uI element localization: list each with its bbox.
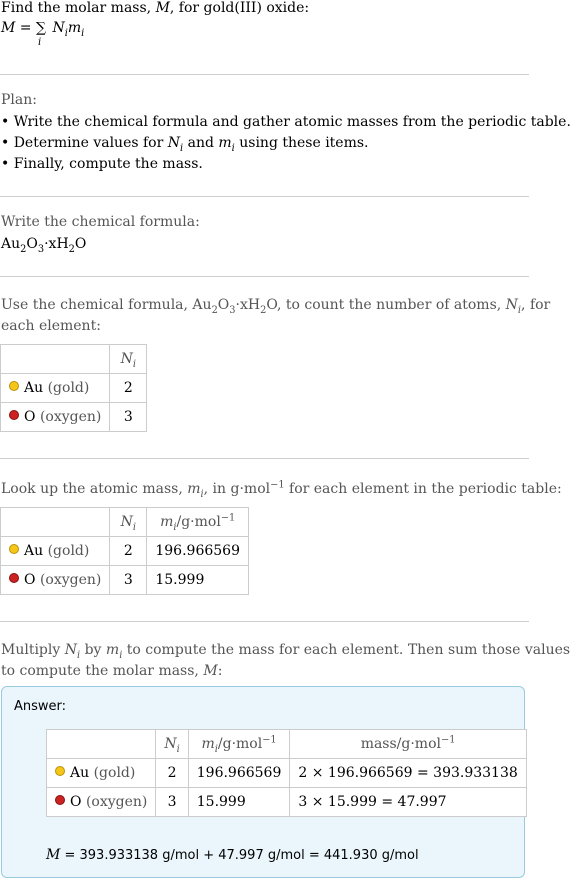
element-color-dot <box>55 766 65 776</box>
element-color-dot <box>9 381 19 391</box>
atomic-mass-table <box>0 507 249 595</box>
table-row <box>1 537 249 566</box>
divider <box>0 74 529 75</box>
molar-mass-table <box>46 729 527 817</box>
count-text: Use the chemical formula, $Au_2O_3\cdot xH_2O$, to count the number of atoms, $N_i$, for <box>1 297 551 316</box>
formula-heading: Write the chemical formula: <box>1 214 200 230</box>
multiply-text: Multiply $N_i$ by $m_i$ to compute the mass for each element. Then sum those values <box>1 642 571 661</box>
count-cell: 2 <box>110 374 147 403</box>
divider <box>0 196 529 197</box>
lookup-text: Look up the atomic mass, $m_i$, in g·mol$^{-1}$ for each element in the periodic table: <box>1 479 562 500</box>
divider <box>0 621 529 622</box>
divider <box>0 276 529 277</box>
intro-section <box>0 0 529 74</box>
header-element <box>1 508 110 537</box>
mass-cell: 15.999 <box>147 566 249 595</box>
header-mass: mass/g·mol$^{-1}$ <box>290 730 526 759</box>
header-mi: $m_i/g\cdot mol^{-1}$ <box>147 508 249 537</box>
element-color-dot <box>9 573 19 583</box>
element-cell: O (oxygen) <box>47 788 156 817</box>
header-Ni: $N_i$ <box>156 730 188 759</box>
count-cell: 3 <box>110 566 147 595</box>
table-header-row <box>1 345 147 374</box>
atom-count-table <box>0 344 147 432</box>
mass-cell: 196.966569 <box>147 537 249 566</box>
header-element <box>47 730 156 759</box>
calc-cell: 3 × 15.999 = 47.997 <box>290 788 526 817</box>
table-row <box>1 566 249 595</box>
element-color-dot <box>55 795 65 805</box>
table-row <box>1 374 147 403</box>
plan-step-2: • Determine values for $N_i$ and $m_i$ using these items. <box>1 135 369 154</box>
plan-step-3: • Finally, compute the mass. <box>1 156 203 172</box>
table-row <box>47 759 527 788</box>
plan-step-1: • Write the chemical formula and gather atomic masses from the periodic table. <box>1 114 571 130</box>
plan-heading: Plan: <box>1 92 37 108</box>
element-cell: Au (gold) <box>47 759 156 788</box>
chemical-formula: $Au_2O_3\cdot xH_2O$ <box>1 236 87 255</box>
count-text-2: each element: <box>1 318 101 334</box>
element-cell: Au (gold) <box>1 374 110 403</box>
header-element <box>1 345 110 374</box>
mass-cell: 196.966569 <box>188 759 290 788</box>
element-color-dot <box>9 410 19 420</box>
table-row <box>47 788 527 817</box>
element-color-dot <box>9 544 19 554</box>
molar-mass-formula: M = ∑ i $N_im_i$ <box>1 20 85 48</box>
count-cell: 3 <box>110 403 147 432</box>
count-cell: 2 <box>110 537 147 566</box>
answer-label: Answer: <box>14 699 67 714</box>
table-header-row <box>1 508 249 537</box>
calc-cell: 2 × 196.966569 = 393.933138 <box>290 759 526 788</box>
count-cell: 2 <box>156 759 188 788</box>
table-row <box>1 403 147 432</box>
element-cell: O (oxygen) <box>1 566 110 595</box>
intro-text: Find the molar mass, M, for gold(III) oxide: <box>1 0 310 16</box>
final-result: M = 393.933138 g/mol + 47.997 g/mol = 441.930 g/mol <box>46 847 419 863</box>
count-cell: 3 <box>156 788 188 817</box>
header-Ni: $N_i$ <box>110 508 147 537</box>
header-Ni: $N_i$ <box>110 345 147 374</box>
answer-box <box>1 686 525 878</box>
mass-cell: 15.999 <box>188 788 290 817</box>
element-cell: Au (gold) <box>1 537 110 566</box>
table-header-row <box>47 730 527 759</box>
divider <box>0 458 529 459</box>
element-cell: O (oxygen) <box>1 403 110 432</box>
header-mi: $m_i/g\cdot mol^{-1}$ <box>188 730 290 759</box>
multiply-text-2: to compute the molar mass, M: <box>1 663 223 679</box>
